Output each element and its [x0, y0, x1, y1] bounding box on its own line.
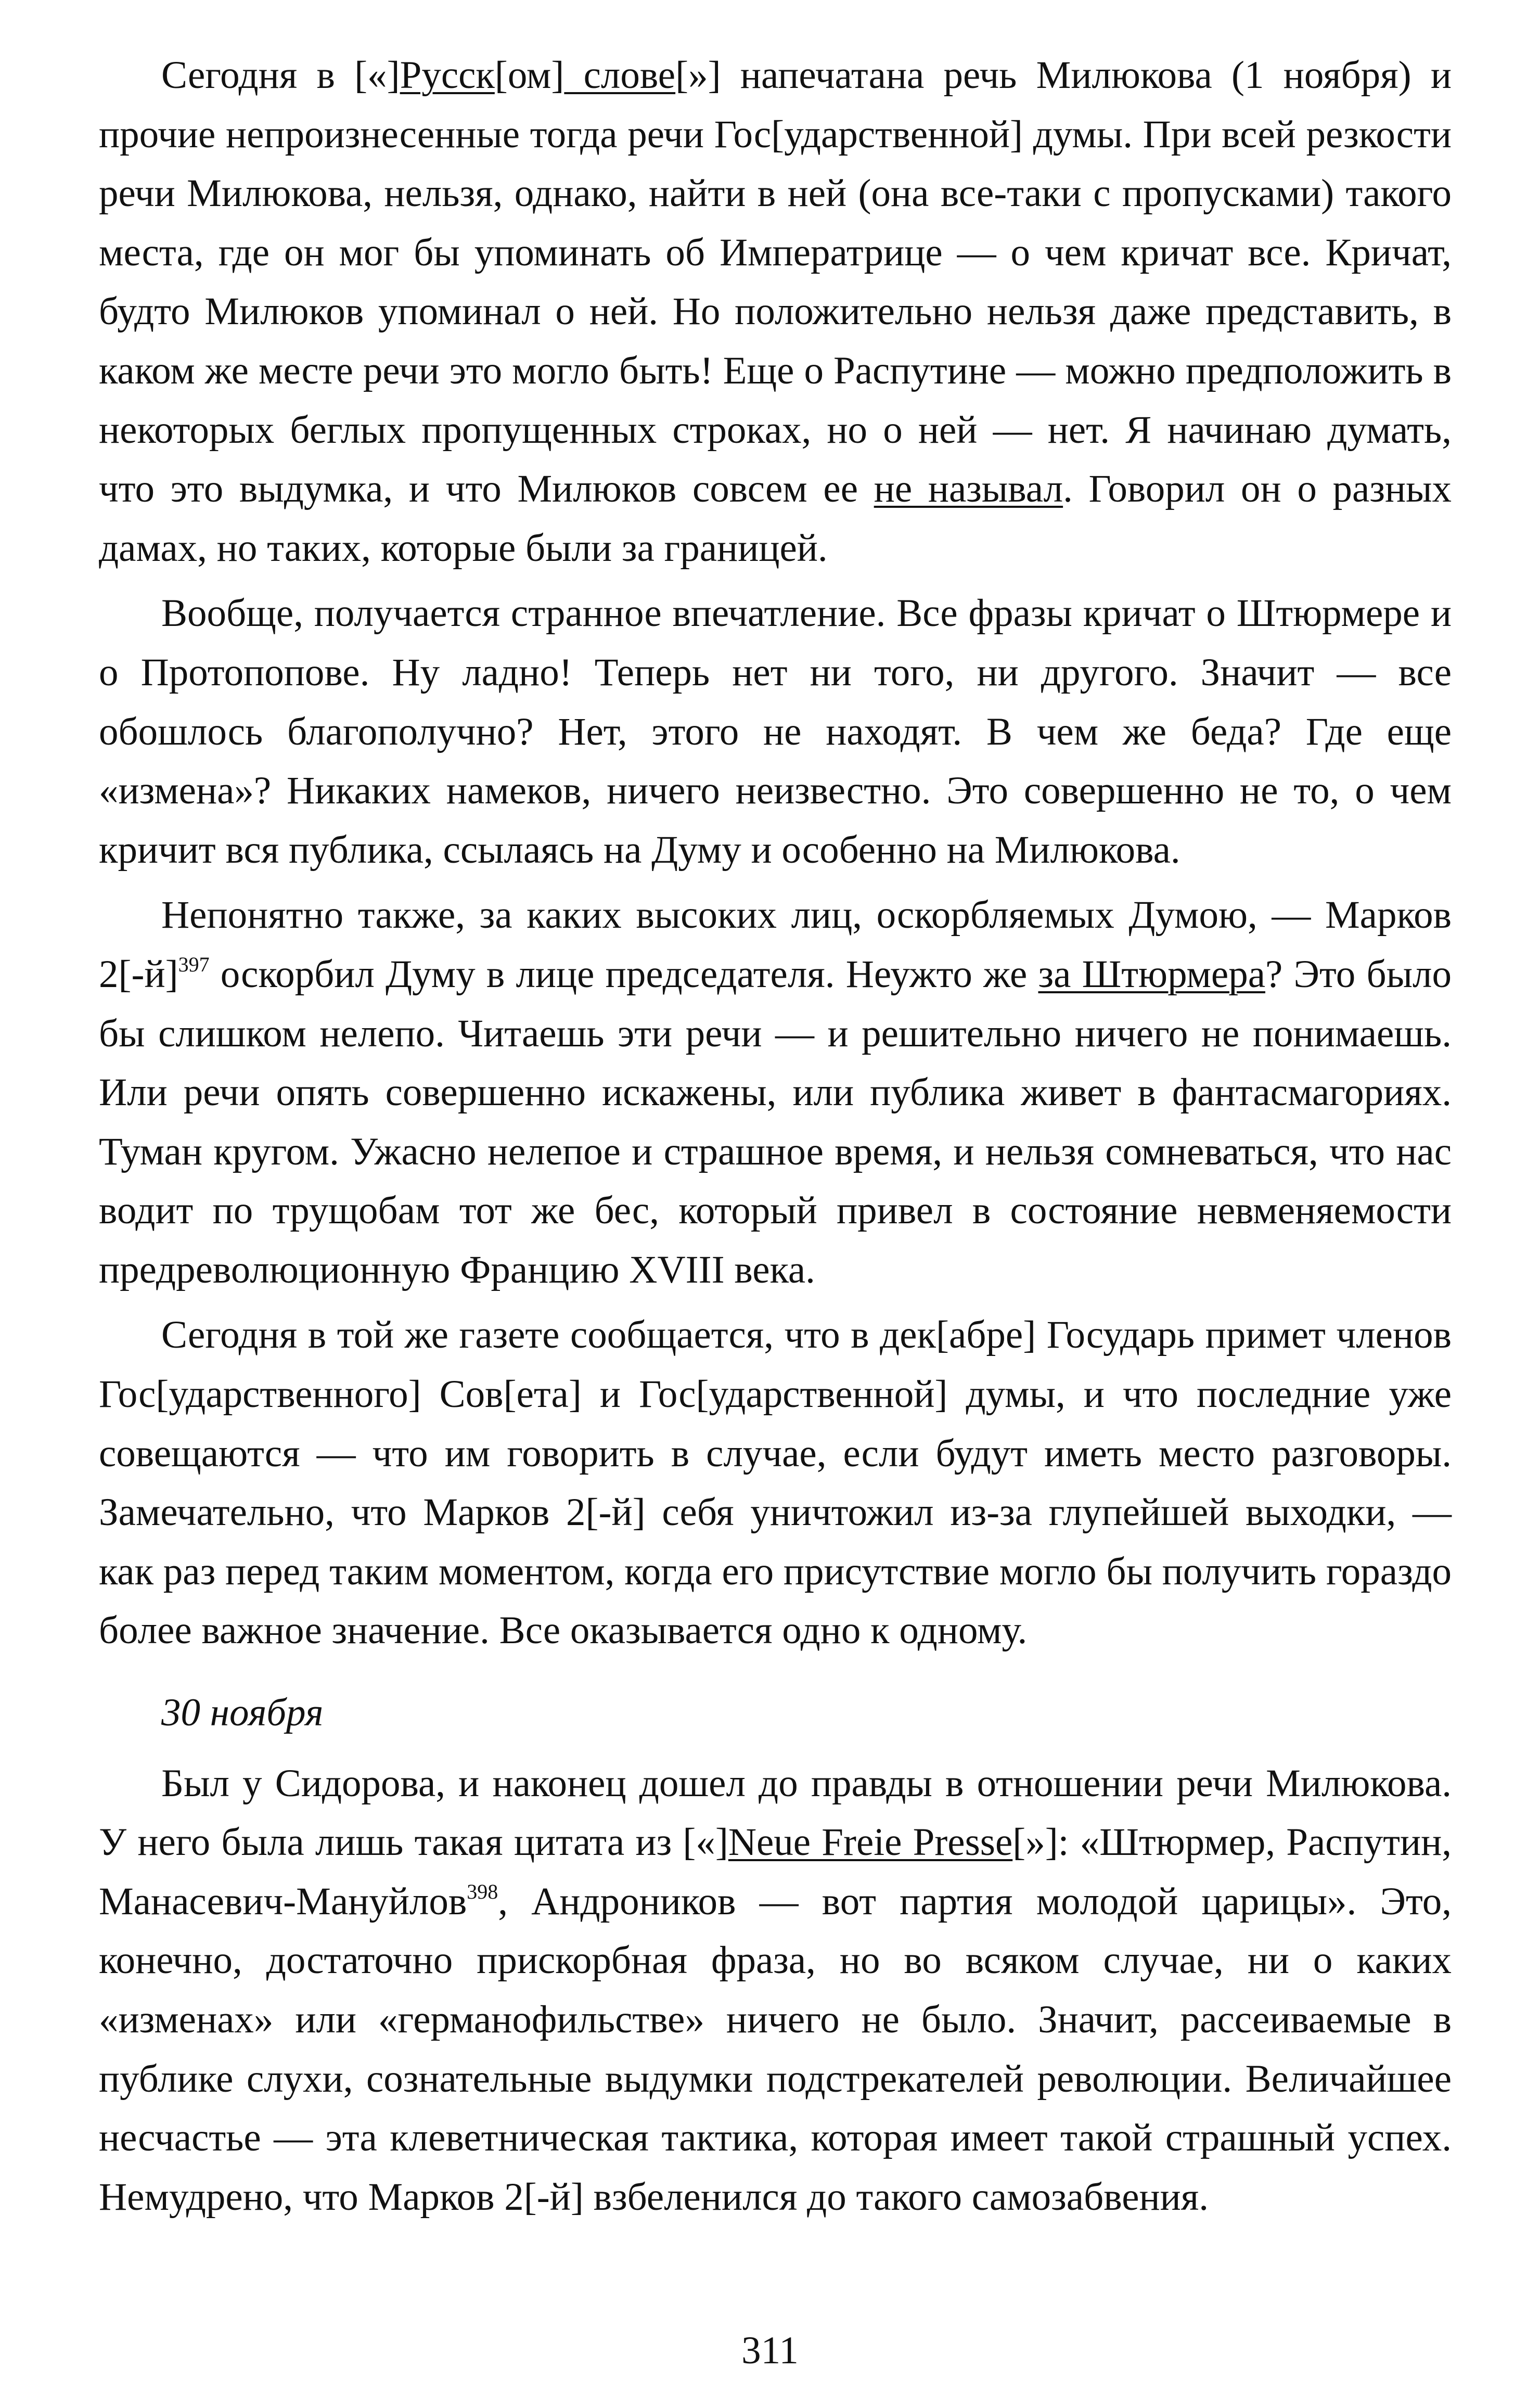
- underlined-text: Neue Freie Presse: [728, 1821, 1013, 1864]
- text-segment: оскорбил Думу в лице председателя. Неужто же: [209, 952, 1038, 996]
- footnote-ref: 397: [178, 952, 210, 976]
- text-segment: [»]: «Штюрмер, Распутин, Манасевич-Мануйлов: [99, 1821, 1452, 1923]
- paragraph: [99, 886, 1452, 1299]
- text-segment: , Андроников — вот партия молодой царицы». Это, конечно, достаточно прискорбная фраза, но во всяком случае, ни о каких «изменах» или «германофильстве» ничего не было. Значит, рассеиваемые в публике слухи, сознательные выдумки подстрекателей революции. Величайшее несчастье — эта клеветническая тактика, которая имеет такой страшный успех. Немудрено, что Марков 2[-й] взбеленился до такого самозабвения.: [99, 1879, 1452, 2219]
- paragraph: [99, 1305, 1452, 1660]
- text-segment: Вообще, получается странное впечатление. Все фразы кричат о Штюрмере и о Протопопове. Ну ладно! Теперь нет ни того, ни другого. Значит — все обошлось благополучно? Нет, этого не находят. В чем же беда? Где еще «измена»? Никаких намеков, ничего неизвестно. Это совершенно не то, о чем кричит вся публика, ссылаясь на Думу и особенно на Милюкова.: [99, 592, 1452, 872]
- text-segment: Непонятно также, за каких высоких лиц, оскорбляемых Думою, — Марков 2[-й]: [99, 893, 1452, 996]
- text-segment: . Говорил он о разных дамах, но таких, которые были за границей.: [99, 467, 1452, 570]
- text-segment: Сегодня в [«]: [161, 54, 400, 97]
- underlined-text: Русск: [400, 54, 495, 97]
- text-block: [99, 1754, 1452, 2227]
- text-block: [99, 46, 1452, 1660]
- text-segment: ? Это было бы слишком нелепо. Читаешь эти речи — и решительно ничего не понимаешь. Или речи опять совершенно искажены, или публика живет в фантасмагориях. Туман кругом. Ужасно нелепое и страшное время, и нельзя сомневаться, что нас водит по трущобам тот же бес, который привел в состояние невменяемости предреволюционную Францию XVIII века.: [99, 952, 1452, 1291]
- text-segment: Сегодня в той же газете сообщается, что в дек[абре] Государь примет членов Гос[ударственного] Сов[ета] и Гос[ударственной] думы, и что последние уже совещаются — что им говорить в случае, если будут иметь место разговоры. Замечательно, что Марков 2[-й] себя уничтожил из-за глупейшей выходки, — как раз перед таким моментом, когда его присутствие могло бы получить гораздо более важное значение. Все оказывается одно к одному.: [99, 1313, 1452, 1653]
- underlined-text: не называл: [874, 467, 1063, 511]
- paragraph: [99, 584, 1452, 879]
- footnote-ref: 398: [467, 1879, 498, 1903]
- page-number: 311: [741, 2329, 799, 2372]
- text-segment: Был у Сидорова, и наконец дошел до правды в отношении речи Милюкова. У него была лишь такая цитата из [«]: [99, 1761, 1452, 1864]
- text-segment: [»] напечатана речь Милюкова (1 ноября) и прочие непроизнесенные тогда речи Гос[ударственной] думы. При всей резкости речи Милюкова, нельзя, однако, найти в ней (она все-таки с пропусками) такого места, где он мог бы упоминать об Императрице — о чем кричат все. Кричат, будто Милюков упоминал о ней. Но положительно нельзя даже представить, в каком же месте речи это могло быть! Еще о Распутине — можно предположить в некоторых беглых пропущенных строках, но о ней — нет. Я начинаю думать, что это выдумка, и что Милюков совсем ее: [99, 54, 1452, 511]
- paragraph: [99, 46, 1452, 578]
- page-body: [99, 46, 1452, 2226]
- paragraph: [99, 1754, 1452, 2227]
- date-heading: 30 ноября: [161, 1691, 324, 1735]
- underlined-text: за Штюрмера: [1038, 952, 1265, 996]
- underlined-text: слове: [564, 54, 676, 97]
- text-segment: [ом]: [494, 54, 564, 97]
